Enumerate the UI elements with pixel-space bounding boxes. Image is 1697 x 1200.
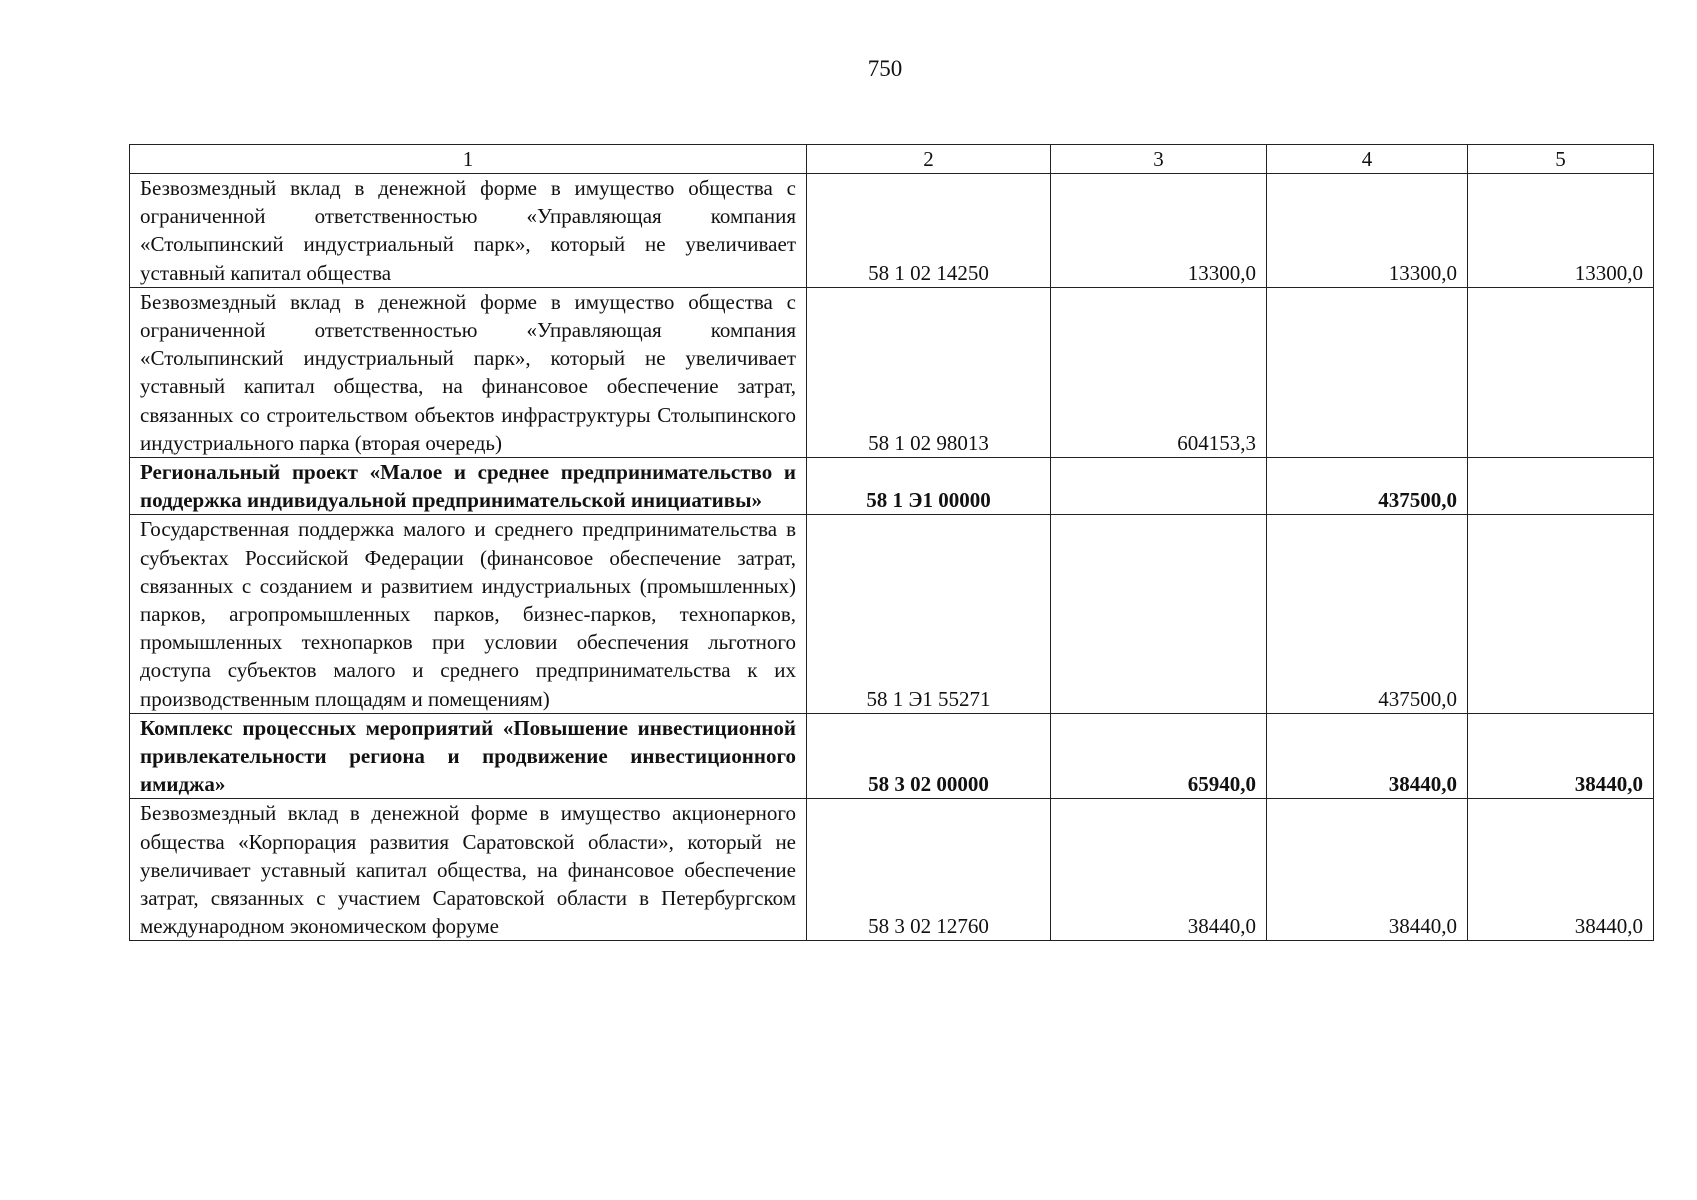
- column-header-3: 3: [1051, 145, 1267, 174]
- row-name: Государственная поддержка малого и среднего предпринимательства в субъектах Российской Федерации (финансовое обеспечение затрат, связанных с созданием и развитием индустриальных (промышленных) парков, агропромышленных парков, бизнес-парков, технопарков, промышленных технопарков при условии обеспечения льготного доступа субъектов малого и среднего предпринимательства к их производственным площадям и помещениям): [130, 515, 807, 713]
- table-row: [130, 515, 1654, 713]
- row-value-col5: [1468, 287, 1654, 457]
- row-name: Безвозмездный вклад в денежной форме в имущество общества с ограниченной ответственностью «Управляющая компания «Столыпинский индустриальный парк», который не увеличивает уставный капитал общества, на финансовое обеспечение затрат, связанных со строительством объектов инфраструктуры Столыпинского индустриального парка (вторая очередь): [130, 287, 807, 457]
- table-row-section: [130, 713, 1654, 799]
- row-code: 58 3 02 00000: [807, 713, 1051, 799]
- row-value-col3: 604153,3: [1051, 287, 1267, 457]
- table-row: [130, 287, 1654, 457]
- row-code: 58 3 02 12760: [807, 799, 1051, 941]
- row-code: 58 1 Э1 00000: [807, 458, 1051, 515]
- row-value-col4: 13300,0: [1267, 174, 1468, 288]
- row-value-col4: [1267, 287, 1468, 457]
- row-code: 58 1 02 14250: [807, 174, 1051, 288]
- column-header-2: 2: [807, 145, 1051, 174]
- row-value-col5: 38440,0: [1468, 713, 1654, 799]
- row-name: Безвозмездный вклад в денежной форме в имущество акционерного общества «Корпорация развития Саратовской области», который не увеличивает уставный капитал общества, на финансовое обеспечение затрат, связанных с участием Саратовской области в Петербургском международном экономическом форуме: [130, 799, 807, 941]
- row-value-col3: 65940,0: [1051, 713, 1267, 799]
- row-value-col3: [1051, 458, 1267, 515]
- row-value-col5: [1468, 515, 1654, 713]
- row-name: Региональный проект «Малое и среднее предпринимательство и поддержка индивидуальной предпринимательской инициативы»: [130, 458, 807, 515]
- row-value-col3: 13300,0: [1051, 174, 1267, 288]
- row-value-col5: 38440,0: [1468, 799, 1654, 941]
- row-value-col3: 38440,0: [1051, 799, 1267, 941]
- row-value-col4: 38440,0: [1267, 799, 1468, 941]
- row-value-col3: [1051, 515, 1267, 713]
- table-header-row: [130, 145, 1654, 174]
- budget-table: [129, 144, 1654, 941]
- row-value-col4: 38440,0: [1267, 713, 1468, 799]
- row-code: 58 1 Э1 55271: [807, 515, 1051, 713]
- row-name: Комплекс процессных мероприятий «Повышение инвестиционной привлекательности региона и продвижение инвестиционного имиджа»: [130, 713, 807, 799]
- row-name: Безвозмездный вклад в денежной форме в имущество общества с ограниченной ответственностью «Управляющая компания «Столыпинский индустриальный парк», который не увеличивает уставный капитал общества: [130, 174, 807, 288]
- table-row-section: [130, 458, 1654, 515]
- row-value-col4: 437500,0: [1267, 515, 1468, 713]
- table-row: [130, 174, 1654, 288]
- row-value-col5: [1468, 458, 1654, 515]
- row-code: 58 1 02 98013: [807, 287, 1051, 457]
- table-row: [130, 799, 1654, 941]
- row-value-col5: 13300,0: [1468, 174, 1654, 288]
- column-header-5: 5: [1468, 145, 1654, 174]
- column-header-4: 4: [1267, 145, 1468, 174]
- row-value-col4: 437500,0: [1267, 458, 1468, 515]
- column-header-1: 1: [130, 145, 807, 174]
- page-number: 750: [867, 56, 903, 81]
